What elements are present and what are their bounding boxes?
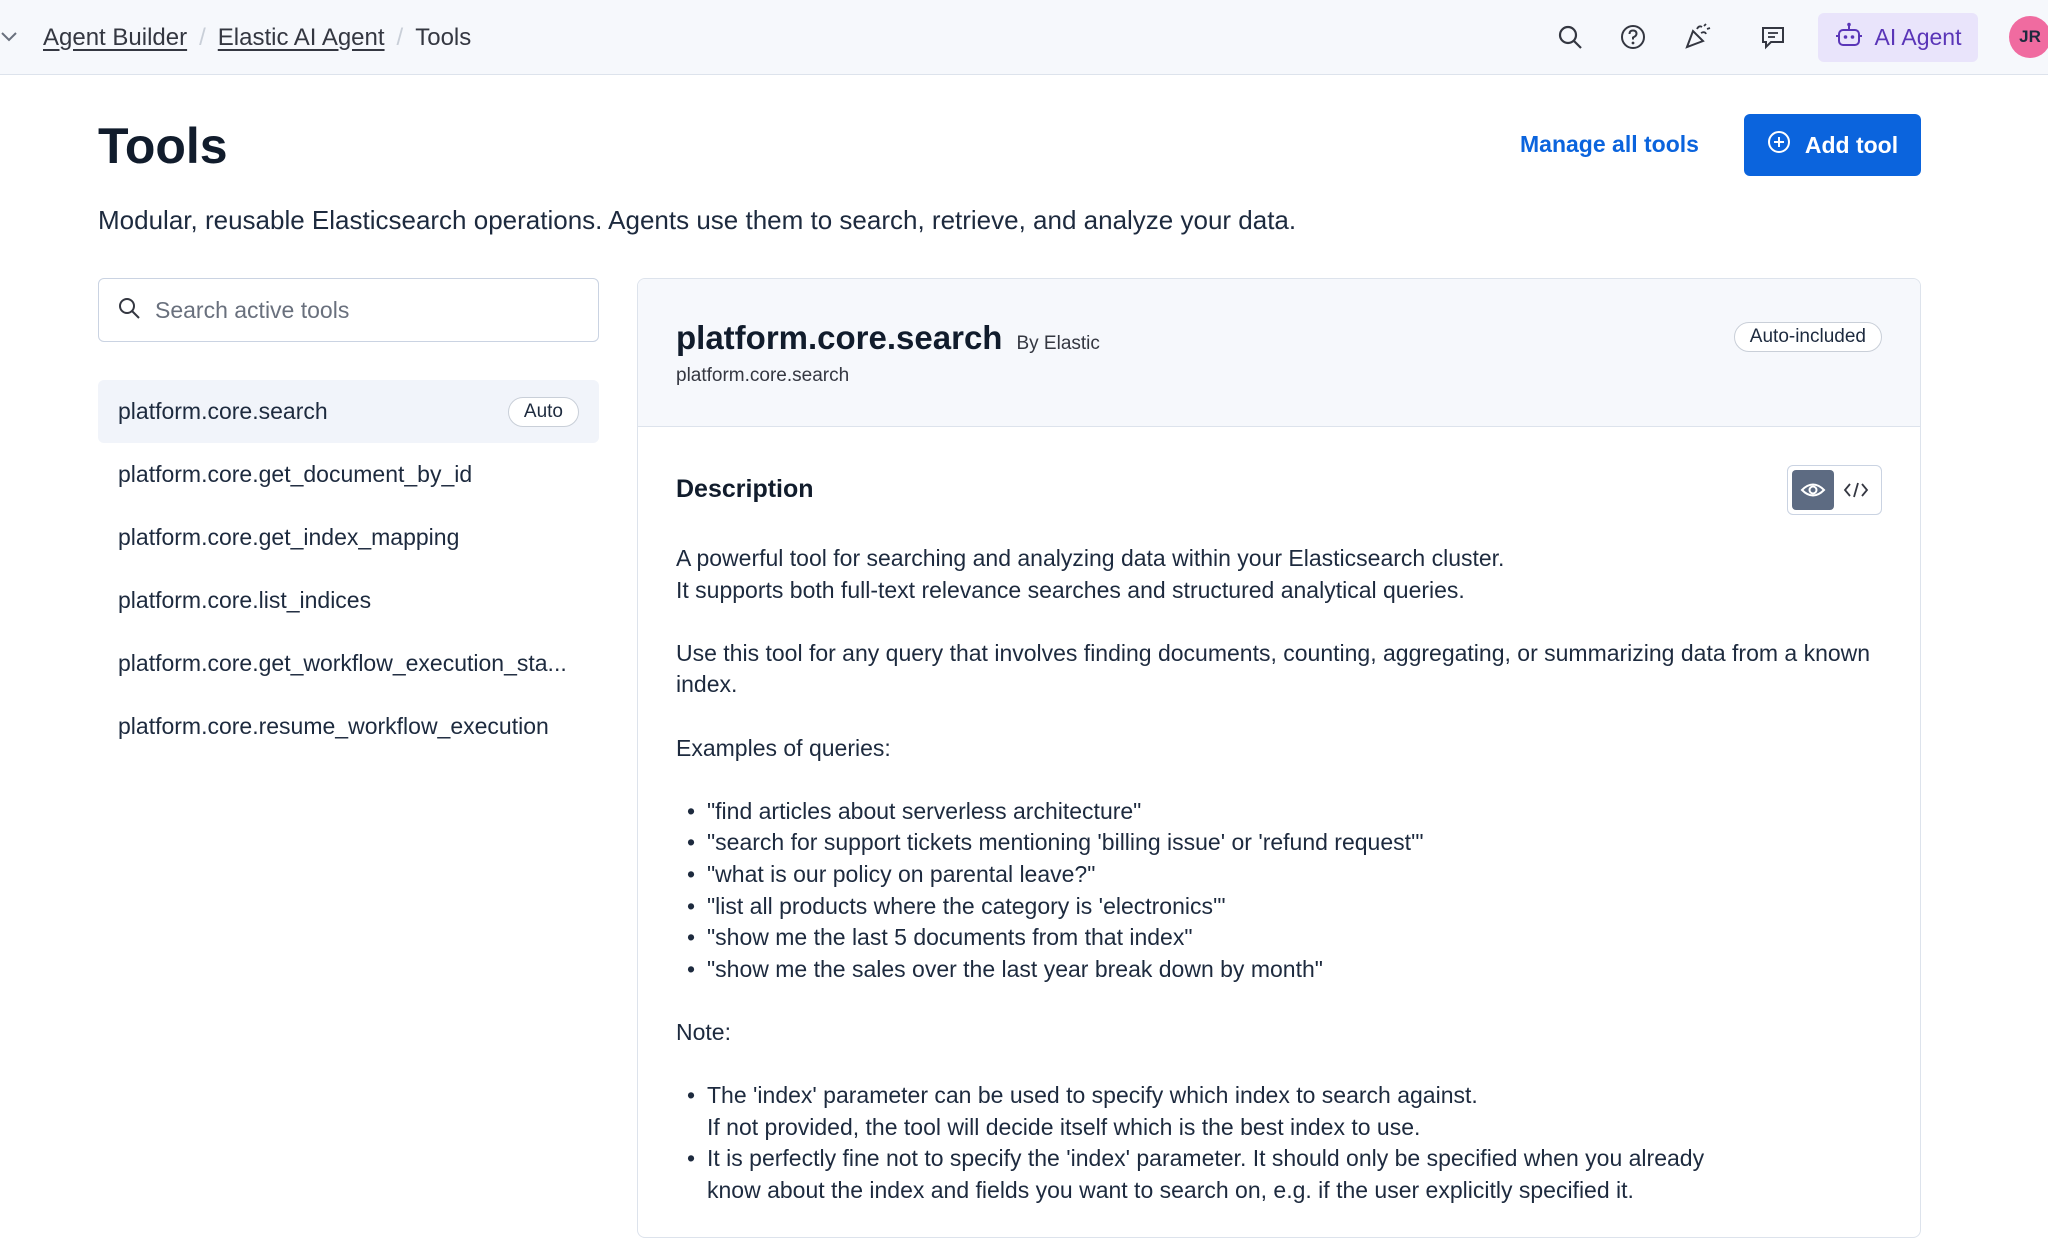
feedback-icon[interactable] (1757, 21, 1789, 53)
tool-list-item-label: platform.core.get_document_by_id (118, 461, 473, 487)
search-input[interactable] (155, 297, 575, 324)
paragraph-gap (676, 985, 1876, 1017)
paragraph-gap (676, 1049, 1876, 1081)
ai-agent-label: AI Agent (1874, 24, 1962, 50)
note-heading: Note: (676, 1018, 731, 1045)
tool-author: By Elastic (1016, 333, 1100, 354)
tool-list-item-list-indices[interactable] (98, 569, 599, 632)
search-field (98, 278, 599, 342)
examples-heading: Examples of queries: (676, 734, 891, 761)
tool-list-item-label: platform.core.get_index_mapping (118, 524, 460, 550)
description-heading: Description (676, 475, 814, 503)
tool-list-item-label: platform.core.resume_workflow_execution (118, 713, 549, 739)
tool-description (676, 543, 1876, 1206)
help-icon[interactable] (1617, 21, 1649, 53)
example-item: • "search for support tickets mentioning 'billing issue' or 'refund request'" (707, 827, 1876, 859)
description-text: A powerful tool for searching and analyzing data within your Elasticsearch cluster. (676, 545, 1505, 571)
note-line: know about the index and fields you want to search on, e.g. if the user explicitly specified it. (707, 1176, 1634, 1203)
breadcrumb-current: Tools (415, 23, 472, 51)
eye-icon[interactable] (1792, 470, 1834, 510)
breadcrumb-elastic-ai-agent[interactable]: Elastic AI Agent (217, 23, 385, 51)
plus-circle-icon (1767, 130, 1791, 160)
ai-agent-button[interactable] (1818, 13, 1978, 62)
tool-list-item-search[interactable] (98, 380, 599, 443)
top-header (0, 0, 2048, 75)
breadcrumb-separator: / (199, 23, 206, 51)
add-tool-label: Add tool (1804, 131, 1899, 158)
search-icon[interactable] (1554, 21, 1586, 53)
breadcrumb (43, 0, 471, 75)
example-item: • "what is our policy on parental leave?" (707, 859, 1876, 891)
tool-list-item-get-index-mapping[interactable] (98, 506, 599, 569)
note-item (707, 1080, 1876, 1143)
note-item (707, 1143, 1876, 1206)
tool-detail-panel (637, 278, 1921, 1238)
notes-list (676, 1080, 1876, 1206)
example-item: • "list all products where the category is 'electronics'" (707, 891, 1876, 923)
robot-icon (1835, 21, 1863, 55)
example-item: • "show me the last 5 documents from that index" (707, 922, 1876, 954)
tool-title-row (676, 319, 1100, 357)
tool-list-item-label: platform.core.get_workflow_execution_sta... (118, 650, 567, 676)
paragraph-gap (676, 701, 1876, 733)
tool-list-item-get-workflow-execution-status[interactable] (98, 632, 599, 695)
auto-badge: Auto (508, 397, 579, 427)
breadcrumb-separator: / (396, 23, 404, 51)
view-mode-toggle (1787, 465, 1882, 515)
tool-name: platform.core.search (676, 319, 1003, 356)
page-subtitle: Modular, reusable Elasticsearch operations. Agents use them to search, retrieve, and analyze your data. (98, 205, 1297, 235)
add-tool-button[interactable] (1744, 114, 1921, 176)
search-icon (117, 296, 141, 325)
breadcrumb-agent-builder[interactable]: Agent Builder (43, 23, 188, 51)
tool-list-item-label: platform.core.search (118, 398, 328, 424)
whats-new-icon[interactable] (1681, 21, 1713, 53)
note-line: The 'index' parameter can be used to specify which index to search against. (707, 1082, 1478, 1109)
code-icon[interactable] (1836, 470, 1878, 510)
examples-list (676, 796, 1876, 986)
example-item: • "show me the sales over the last year break down by month" (707, 954, 1876, 986)
tool-detail-header (638, 279, 1920, 427)
note-line: It is perfectly fine not to specify the 'index' parameter. It should only be specified when you already (707, 1145, 1705, 1172)
manage-all-tools-link[interactable]: Manage all tools (1520, 131, 1699, 157)
paragraph-gap (676, 764, 1876, 796)
page-title: Tools (98, 118, 228, 174)
avatar[interactable]: JR (2009, 16, 2048, 58)
description-text: Use this tool for any query that involves finding documents, counting, aggregating, or summarizing data from a known index. (676, 639, 1871, 698)
note-line: If not provided, the tool will decide itself which is the best index to use. (707, 1113, 1421, 1140)
tool-id: platform.core.search (676, 365, 850, 386)
paragraph-gap (676, 606, 1876, 638)
example-item: • "find articles about serverless architecture" (707, 796, 1876, 828)
chevron-down-icon[interactable] (0, 26, 18, 48)
tool-list-item-label: platform.core.list_indices (118, 587, 372, 613)
tool-list-item-get-document-by-id[interactable] (98, 443, 599, 506)
description-text: It supports both full-text relevance searches and structured analytical queries. (676, 576, 1465, 603)
auto-included-badge: Auto-included (1734, 322, 1882, 352)
tool-list-item-resume-workflow-execution[interactable] (98, 695, 599, 758)
tool-list (98, 380, 599, 758)
